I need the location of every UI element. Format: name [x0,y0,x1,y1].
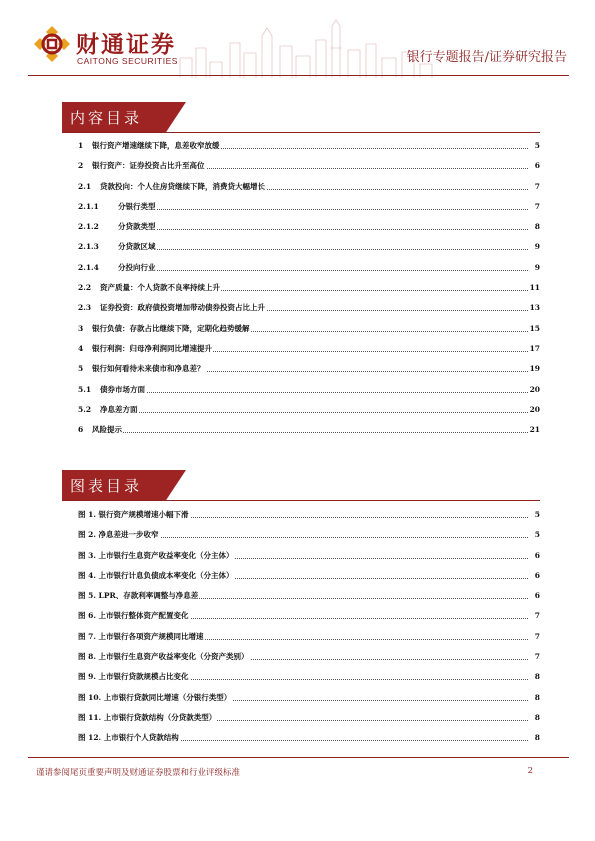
toc-entry-number: 2.1.2 [78,222,99,232]
toc-entry-title: 银行如何看待未来债市和净息差？ [92,359,206,379]
toc-dot-leader [100,392,528,393]
figure-entry[interactable] [78,566,540,586]
figure-entry[interactable] [78,525,540,545]
figure-entry-title: 图 2. 净息差进一步收窄 [78,525,160,545]
toc-entry-page: 11 [529,278,540,298]
figure-entry[interactable] [78,688,540,708]
logo-english-text: CAITONG SECURITIES [77,56,178,66]
toc-entry-number: 2.1.4 [78,262,99,272]
toc-entry-number: 2 [78,161,84,171]
figure-entry-title: 图 11. 上市银行贷款结构（分贷款类型） [78,708,217,728]
toc-entry-page: 9 [534,258,540,278]
figure-entry-page: 5 [534,525,540,545]
toc-dot-leader [118,249,528,250]
toc-entry[interactable] [78,258,540,278]
figure-entry[interactable] [78,627,540,647]
toc-dot-leader [118,209,528,210]
figures-title: 图表目录 [70,477,143,495]
figure-entry-title: 图 1. 银行资产规模增速小幅下滑 [78,505,190,525]
toc-entry-page: 13 [529,298,540,318]
toc-entry[interactable] [78,400,540,420]
figure-entry-page: 6 [534,566,540,586]
caitong-logo-icon [32,24,72,64]
figure-entry-page: 8 [534,708,540,728]
toc-entry-page: 20 [529,380,540,400]
figure-entry-title: 图 12. 上市银行个人贷款结构 [78,728,180,748]
toc-dot-leader [118,270,528,271]
toc-entry-title: 资产质量：个人贷款不良率持续上升 [100,278,221,298]
figure-entry[interactable] [78,546,540,566]
toc-entry-number: 2.2 [78,283,92,293]
figure-entry-page: 6 [534,586,540,606]
city-skyline-watermark [170,18,440,78]
toc-entry-number: 5.2 [78,404,92,414]
toc-entry-title: 分贷款区域 [118,237,157,257]
toc-entry-page: 5 [534,136,540,156]
figure-entry-page: 7 [534,627,540,647]
toc-entry-page: 6 [534,156,540,176]
toc-entry-page: 7 [534,197,540,217]
toc-entry-title: 分贷款类型 [118,217,157,237]
page-number: 2 [527,766,533,776]
figure-entry-page: 6 [534,546,540,566]
figure-entry-page: 7 [534,606,540,626]
footer-divider [28,757,569,758]
figures-list [78,505,540,749]
figure-entry-title: 图 4. 上市银行计息负债成本率变化（分主体） [78,566,235,586]
toc-entry-number: 2.1 [78,181,92,191]
toc-entry-page: 21 [529,420,540,440]
toc-entry[interactable] [78,339,540,359]
figures-section-header [62,470,540,501]
figure-entry-page: 5 [534,505,540,525]
header-divider [28,75,569,76]
toc-entry-title: 银行利润：归母净利润同比增速提升 [92,339,213,359]
toc-entry[interactable] [78,237,540,257]
toc-entry[interactable] [78,136,540,156]
figure-entry[interactable] [78,647,540,667]
toc-entry-page: 8 [534,217,540,237]
figure-entry-page: 8 [534,728,540,748]
toc-entry-number: 1 [78,141,84,150]
figure-entry-title: 图 10. 上市银行贷款同比增速（分银行类型） [78,688,232,708]
toc-entry[interactable] [78,319,540,339]
toc-entry-page: 17 [529,339,540,359]
toc-entry[interactable] [78,298,540,318]
figure-entry[interactable] [78,708,540,728]
toc-list [78,136,540,440]
figure-entry-title: 图 5. LPR、存款利率调整与净息差 [78,586,199,606]
toc-entry-number: 4 [78,343,84,353]
toc-entry[interactable] [78,278,540,298]
footer-disclaimer: 谨请参阅尾页重要声明及财通证券股票和行业评级标准 [36,768,241,778]
figure-entry-title: 图 3. 上市银行生息资产收益率变化（分主体） [78,546,235,566]
toc-entry-page: 15 [529,319,540,339]
toc-entry[interactable] [78,217,540,237]
toc-entry-title: 银行资产：证券投资占比升至高位 [92,156,206,176]
figure-entry-title: 图 9. 上市银行贷款规模占比变化 [78,667,190,687]
toc-entry-page: 7 [534,177,540,197]
toc-entry[interactable] [78,420,540,440]
toc-dot-leader [100,412,528,413]
toc-entry[interactable] [78,197,540,217]
toc-entry-title: 债券市场方面 [100,380,146,400]
figure-entry-page: 8 [534,688,540,708]
figure-entry-title: 图 6. 上市银行整体资产配置变化 [78,606,190,626]
figure-entry-title: 图 8. 上市银行生息资产收益率变化（分资产类别） [78,647,250,667]
figure-entry-title: 图 7. 上市银行各项资产规模同比增速 [78,627,205,647]
toc-entry-title: 风险提示 [92,420,123,440]
toc-entry-number: 2.1.1 [78,201,99,211]
toc-entry-number: 6 [78,425,84,435]
toc-entry-page: 9 [534,237,540,257]
toc-title: 内容目录 [70,109,143,127]
logo-chinese-text: 财通证券 [76,32,176,58]
toc-entry[interactable] [78,380,540,400]
toc-entry[interactable] [78,156,540,176]
figure-entry[interactable] [78,728,540,748]
figure-entry[interactable] [78,505,540,525]
toc-entry-number: 2.3 [78,303,92,313]
toc-entry-title: 净息差方面 [100,400,139,420]
toc-entry-number: 5 [78,364,84,374]
toc-entry-page: 20 [529,400,540,420]
report-type-title: 银行专题报告/证券研究报告 [406,50,567,65]
figure-entry[interactable] [78,606,540,626]
figure-entry[interactable] [78,586,540,606]
toc-entry-page: 19 [529,359,540,379]
toc-entry-title: 证券投资：政府债投资增加带动债券投资占比上升 [100,298,266,318]
toc-entry[interactable] [78,359,540,379]
toc-entry-title: 贷款投向：个人住房贷继续下降，消费贷大幅增长 [100,177,266,197]
toc-entry-title: 银行负债：存款占比继续下降，定期化趋势缓解 [92,319,251,339]
toc-entry-title: 银行资产增速继续下降，息差收窄放缓 [92,136,221,156]
toc-entry-number: 2.1.3 [78,242,99,252]
figure-entry[interactable] [78,667,540,687]
toc-entry-title: 分投向行业 [118,258,157,278]
toc-dot-leader [118,229,528,230]
toc-dot-leader [92,432,528,433]
toc-entry-title: 分银行类型 [118,197,157,217]
toc-entry[interactable] [78,177,540,197]
toc-entry-number: 3 [78,323,84,333]
figure-entry-page: 7 [534,647,540,667]
figure-entry-page: 8 [534,667,540,687]
toc-section-header [62,102,540,133]
toc-entry-number: 5.1 [78,384,92,394]
